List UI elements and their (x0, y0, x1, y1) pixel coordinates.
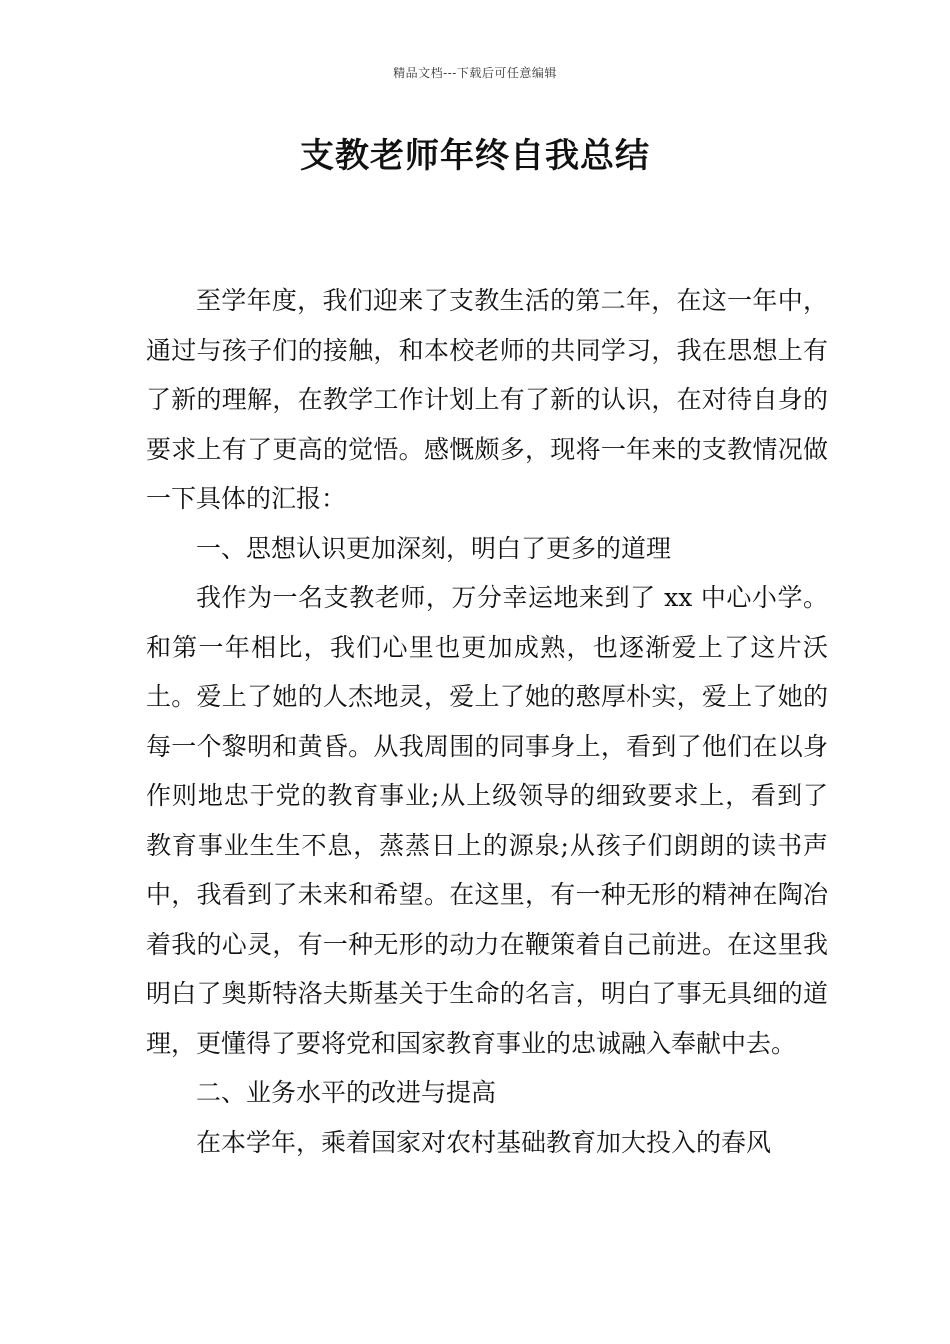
paragraph-intro: 至学年度，我们迎来了支教生活的第二年，在这一年中，通过与孩子们的接触，和本校老师的共同学习，我在思想上有了新的理解，在教学工作计划上有了新的认识，在对待自身的要求上有了更高的觉悟。感慨颇多，现将一年来的支教情况做一下具体的汇报： (146, 286, 828, 513)
document-title: 支教老师年终自我总结 (300, 136, 650, 176)
section-heading-2: 二、业务水平的改进与提高 (196, 1078, 497, 1107)
paragraph-section-2: 在本学年，乘着国家对农村基础教育加大投入的春风 (196, 1127, 772, 1157)
section-heading-1: 一、思想认识更加深刻，明白了更多的道理 (196, 533, 672, 563)
document-body (146, 276, 828, 1167)
paragraph-section-1: 我作为一名支教老师，万分幸运地来到了 xx 中心小学。和第一年相比，我们心里也更加成熟，也逐渐爱上了这片沃土。爱上了她的人杰地灵，爱上了她的憨厚朴实，爱上了她的每一个黎明和黄昏。从我周围的同事身上，看到了他们在以身作则地忠于党的教育事业;从上级领导的细致要求上，看到了教育事业生生不息，蒸蒸日上的源泉;从孩子们朗朗的读书声中，我看到了未来和希望。在这里，有一种无形的精神在陶冶着我的心灵，有一种无形的动力在鞭策着自己前进。在这里我明白了奥斯特洛夫斯基关于生命的名言，明白了事无具细的道理，更懂得了要将党和国家教育事业的忠诚融入奉献中去。 (146, 583, 828, 1058)
page-header: 精品文档---下载后可任意编辑 (393, 66, 557, 80)
